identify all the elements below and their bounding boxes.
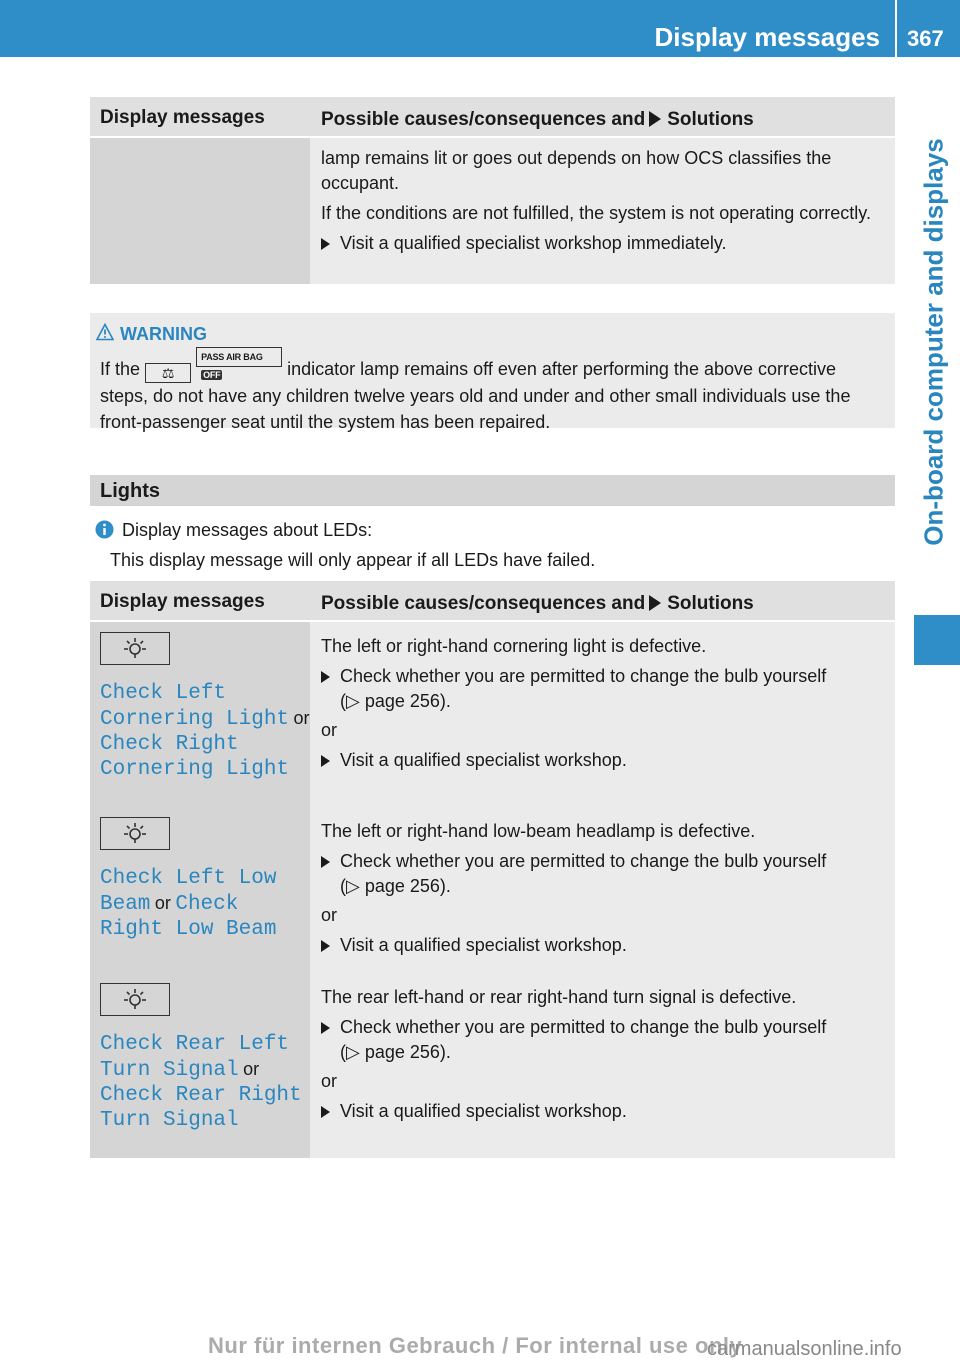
message-cell bbox=[90, 622, 310, 807]
step-text-main: Check whether you are permitted to change the bulb yourself bbox=[340, 1017, 827, 1037]
cause-text: The left or right-hand cornering light is defective. bbox=[321, 636, 707, 656]
message-text-right: Check Rear Right Turn Signal bbox=[100, 1084, 302, 1132]
warning-triangle-icon bbox=[96, 323, 114, 341]
step-text bbox=[340, 849, 826, 899]
instruction-step bbox=[321, 849, 883, 899]
instruction-step bbox=[321, 664, 883, 714]
header-title: Display messages bbox=[654, 22, 880, 52]
instruction-step bbox=[321, 748, 883, 775]
table-header bbox=[90, 97, 895, 138]
arrow-right-icon bbox=[649, 111, 661, 127]
instruction-step bbox=[321, 231, 883, 258]
step-arrow-icon bbox=[321, 664, 340, 714]
chapter-tab bbox=[907, 57, 960, 627]
step-text bbox=[340, 664, 826, 714]
message-text-right: Check Right Cornering Light bbox=[100, 733, 290, 781]
pass-airbag-off-label: OFF bbox=[203, 370, 221, 380]
table-row bbox=[90, 973, 895, 1158]
pass-airbag-off-icon bbox=[196, 347, 282, 380]
lights-display-messages-table bbox=[90, 581, 895, 1158]
page-number: 367 bbox=[907, 26, 944, 51]
or-text: or bbox=[321, 1071, 338, 1091]
column-header-causes-text: Possible causes/consequences and bbox=[321, 593, 646, 614]
step-arrow-icon bbox=[321, 231, 340, 258]
step-text: Visit a qualified specialist workshop. bbox=[340, 1101, 627, 1121]
table-row bbox=[90, 807, 895, 973]
step-arrow-icon bbox=[321, 748, 340, 775]
warning-box bbox=[90, 313, 895, 432]
page-reference[interactable]: (▷ page 256). bbox=[340, 876, 451, 896]
message-or: or bbox=[293, 708, 310, 728]
paragraph: If the conditions are not fulfilled, the system is not operating correctly. bbox=[321, 203, 871, 223]
cause-text: The rear left-hand or rear right-hand turn signal is defective. bbox=[321, 987, 797, 1007]
bulb-warning-icon bbox=[100, 817, 170, 850]
warning-title-text: WARNING bbox=[120, 324, 207, 344]
message-cell bbox=[90, 807, 310, 973]
instruction-step bbox=[321, 933, 883, 960]
step-arrow-icon bbox=[321, 1099, 340, 1126]
message-text-left: Check Left Low Beam bbox=[100, 867, 277, 916]
info-line-1: Display messages about LEDs: bbox=[122, 520, 373, 540]
table-row bbox=[90, 138, 895, 284]
or-text: or bbox=[321, 720, 338, 740]
cause-text: The left or right-hand low-beam headlamp is defective. bbox=[321, 821, 756, 841]
column-header-causes-text: Possible causes/consequences and bbox=[321, 109, 646, 130]
page-header bbox=[0, 0, 960, 57]
display-messages-table-continued bbox=[90, 97, 895, 284]
display-message bbox=[100, 681, 310, 782]
message-or: or bbox=[154, 893, 171, 913]
table-header bbox=[90, 581, 895, 622]
step-text: Visit a qualified specialist workshop immediately. bbox=[340, 233, 727, 253]
warning-title bbox=[120, 321, 885, 347]
child-seat-occupant-icon: ⚖ bbox=[145, 363, 191, 383]
solution-cell bbox=[310, 973, 895, 1158]
solution-cell bbox=[310, 807, 895, 973]
step-text: Visit a qualified specialist workshop. bbox=[340, 750, 627, 770]
warning-text-rest: indicator lamp remains off even after performing the above corrective steps, do not have any children twelve years old and under and other small individuals use the front-passenger seat until the system has been repaired. bbox=[100, 359, 851, 432]
step-text bbox=[340, 1015, 826, 1065]
column-header-messages: Display messages bbox=[100, 591, 265, 612]
pass-airbag-label: PASS AIR BAG bbox=[201, 352, 263, 362]
info-line-2: This display message will only appear if all LEDs have failed. bbox=[110, 550, 596, 570]
page-reference[interactable]: (▷ page 256). bbox=[340, 691, 451, 711]
step-arrow-icon bbox=[321, 1015, 340, 1065]
display-message bbox=[100, 866, 310, 942]
step-text-main: Check whether you are permitted to change the bulb yourself bbox=[340, 851, 827, 871]
column-header-causes bbox=[310, 581, 895, 620]
step-text-main: Check whether you are permitted to change the bulb yourself bbox=[340, 666, 827, 686]
info-icon bbox=[95, 520, 114, 539]
step-arrow-icon bbox=[321, 849, 340, 899]
section-heading: Lights bbox=[90, 475, 895, 506]
warning-text bbox=[100, 347, 885, 435]
message-cell bbox=[90, 138, 310, 284]
column-header-causes bbox=[310, 97, 895, 136]
solution-cell bbox=[310, 138, 895, 284]
page-reference[interactable]: (▷ page 256). bbox=[340, 1042, 451, 1062]
instruction-step bbox=[321, 1099, 883, 1126]
message-text-left: Check Rear Left Turn Signal bbox=[100, 1033, 290, 1082]
table-row bbox=[90, 622, 895, 807]
or-text: or bbox=[321, 905, 338, 925]
step-arrow-icon bbox=[321, 933, 340, 960]
bulb-warning-icon bbox=[100, 632, 170, 665]
warning-text-start: If the bbox=[100, 359, 141, 379]
arrow-right-icon bbox=[649, 595, 661, 611]
display-message bbox=[100, 1032, 310, 1133]
internal-use-note: Nur für internen Gebrauch / For internal use only bbox=[208, 1333, 743, 1358]
paragraph: lamp remains lit or goes out depends on how OCS classifies the occupant. bbox=[321, 148, 832, 193]
chapter-marker bbox=[914, 615, 960, 665]
message-or: or bbox=[243, 1059, 260, 1079]
column-header-solutions-text: Solutions bbox=[667, 593, 754, 614]
chapter-tab-label: On-board computer and displays bbox=[918, 138, 948, 546]
message-text-left: Check Left Cornering Light bbox=[100, 682, 290, 731]
column-header-messages: Display messages bbox=[100, 107, 265, 128]
step-text: Visit a qualified specialist workshop. bbox=[340, 935, 627, 955]
solution-cell bbox=[310, 622, 895, 807]
instruction-step bbox=[321, 1015, 883, 1065]
site-watermark: carmanualsonline.info bbox=[707, 1338, 902, 1360]
column-header-solutions-text: Solutions bbox=[667, 109, 754, 130]
message-cell bbox=[90, 973, 310, 1158]
info-note bbox=[95, 515, 595, 575]
bulb-warning-icon bbox=[100, 983, 170, 1016]
message-text-right: Check Right Low Beam bbox=[100, 893, 277, 941]
header-divider bbox=[895, 0, 897, 57]
